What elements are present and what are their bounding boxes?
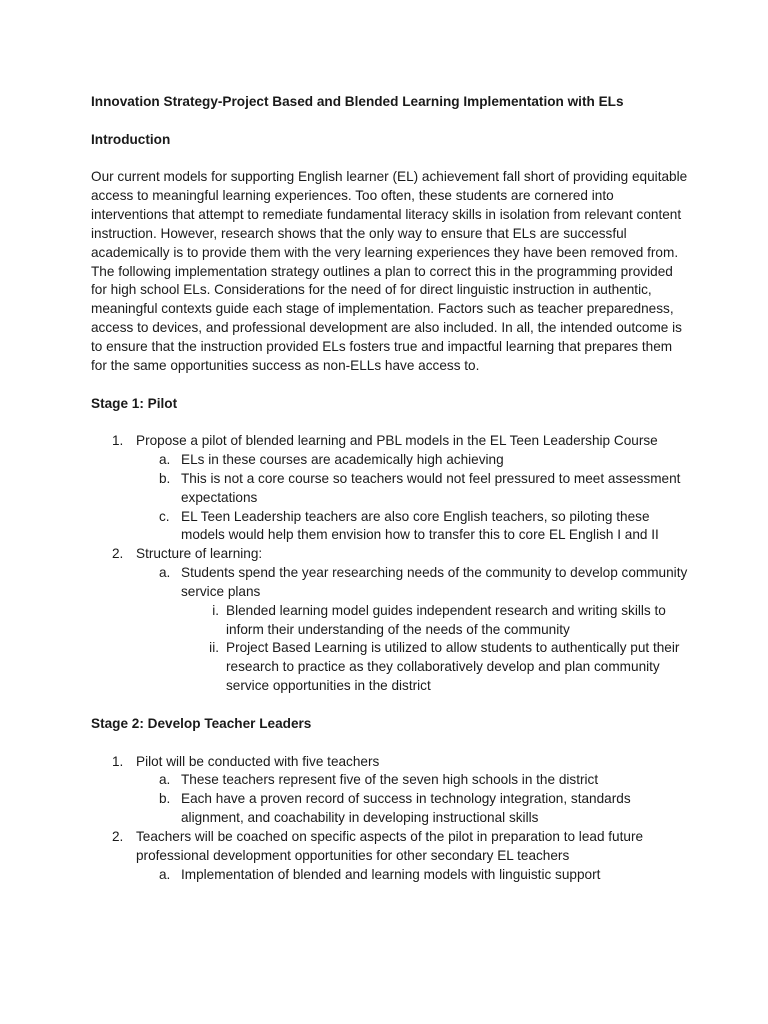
- list-subitem-text: These teachers represent five of the seven high schools in the district: [181, 772, 599, 788]
- list-item: [91, 545, 691, 564]
- stage1-heading: Stage 1: Pilot: [91, 395, 178, 411]
- stage2-list: [91, 753, 691, 885]
- list-subitem-text: ELs in these courses are academically high achieving: [181, 452, 504, 468]
- document-title: Innovation Strategy-Project Based and Blended Learning Implementation with ELs: [91, 94, 624, 109]
- list-number: 2.: [112, 546, 124, 562]
- list-letter: a.: [159, 452, 171, 468]
- list-subitem: [91, 790, 691, 828]
- list-item-text: Propose a pilot of blended learning and PBL models in the EL Teen Leadership Course: [136, 433, 658, 449]
- list-letter: a.: [159, 565, 171, 581]
- list-letter: c.: [159, 508, 170, 524]
- list-subitem-text: Students spend the year researching needs of the community to develop community service plans: [181, 565, 688, 599]
- stage2-heading: Stage 2: Develop Teacher Leaders: [91, 715, 312, 731]
- list-subitem: [91, 470, 691, 508]
- list-subitem-text: This is not a core course so teachers would not feel pressured to meet assessment expectations: [181, 470, 681, 505]
- list-subitem-text: Implementation of blended and learning models with linguistic support: [181, 866, 601, 882]
- list-letter: b.: [159, 470, 171, 486]
- list-item: [91, 828, 691, 866]
- list-subsubitem-text: Project Based Learning is utilized to allow students to authentically put their research to practice as they collaboratively develop and plan community service opportunities in the district: [226, 640, 680, 694]
- list-subsubitem: [91, 602, 691, 640]
- list-subsubitem-text: Blended learning model guides independent research and writing skills to inform their understanding of the needs of the community: [226, 602, 666, 637]
- list-roman: i.: [212, 602, 219, 618]
- list-subsubitem: [91, 639, 691, 696]
- list-letter: a.: [159, 772, 171, 788]
- list-subitem-text: EL Teen Leadership teachers are also core English teachers, so piloting these models would help them envision how to transfer this to core EL English I and II: [181, 508, 659, 543]
- list-item-text: Teachers will be coached on specific aspects of the pilot in preparation to lead future professional development opportunities for other secondary EL teachers: [136, 828, 644, 863]
- list-letter: b.: [159, 791, 171, 807]
- list-roman: ii.: [209, 640, 219, 656]
- intro-paragraph: Our current models for supporting English learner (EL) achievement fall short of providing equitable access to meaningful learning experiences. Too often, these students are cornered into interventions that attempt to remediate fundamental literacy skills in isolation from relevant content instruction. However, research shows that the only way to ensure that ELs are successful academically is to provide them with the very learning experiences they have been removed from. The following implementation strategy outlines a plan to correct this in the programming provided for high school ELs. Considerations for the need of for direct linguistic instruction in authentic, meaningful contexts guide each stage of implementation. Factors such as teacher preparedness, access to devices, and professional development are also included. In all, the intended outcome is to ensure that the instruction provided ELs fosters true and impactful learning that prepares them for the same opportunities success as non-ELLs have access to.: [91, 169, 688, 373]
- list-subitem: [91, 564, 691, 602]
- list-subitem: [91, 866, 691, 885]
- list-item: [91, 753, 691, 772]
- list-subitem: [91, 451, 691, 470]
- document-body: [91, 93, 691, 903]
- list-subitem: [91, 508, 691, 546]
- list-item: [91, 432, 691, 451]
- list-number: 1.: [112, 753, 124, 769]
- stage1-list: [91, 432, 691, 696]
- list-item-text: Structure of learning:: [136, 546, 263, 562]
- list-item-text: Pilot will be conducted with five teachers: [136, 753, 380, 769]
- list-number: 1.: [112, 433, 124, 449]
- list-subitem-text: Each have a proven record of success in technology integration, standards alignment, and coachability in developing instructional skills: [181, 791, 631, 826]
- list-letter: a.: [159, 866, 171, 882]
- intro-heading: Introduction: [91, 131, 171, 147]
- list-subitem: [91, 771, 691, 790]
- list-number: 2.: [112, 828, 124, 844]
